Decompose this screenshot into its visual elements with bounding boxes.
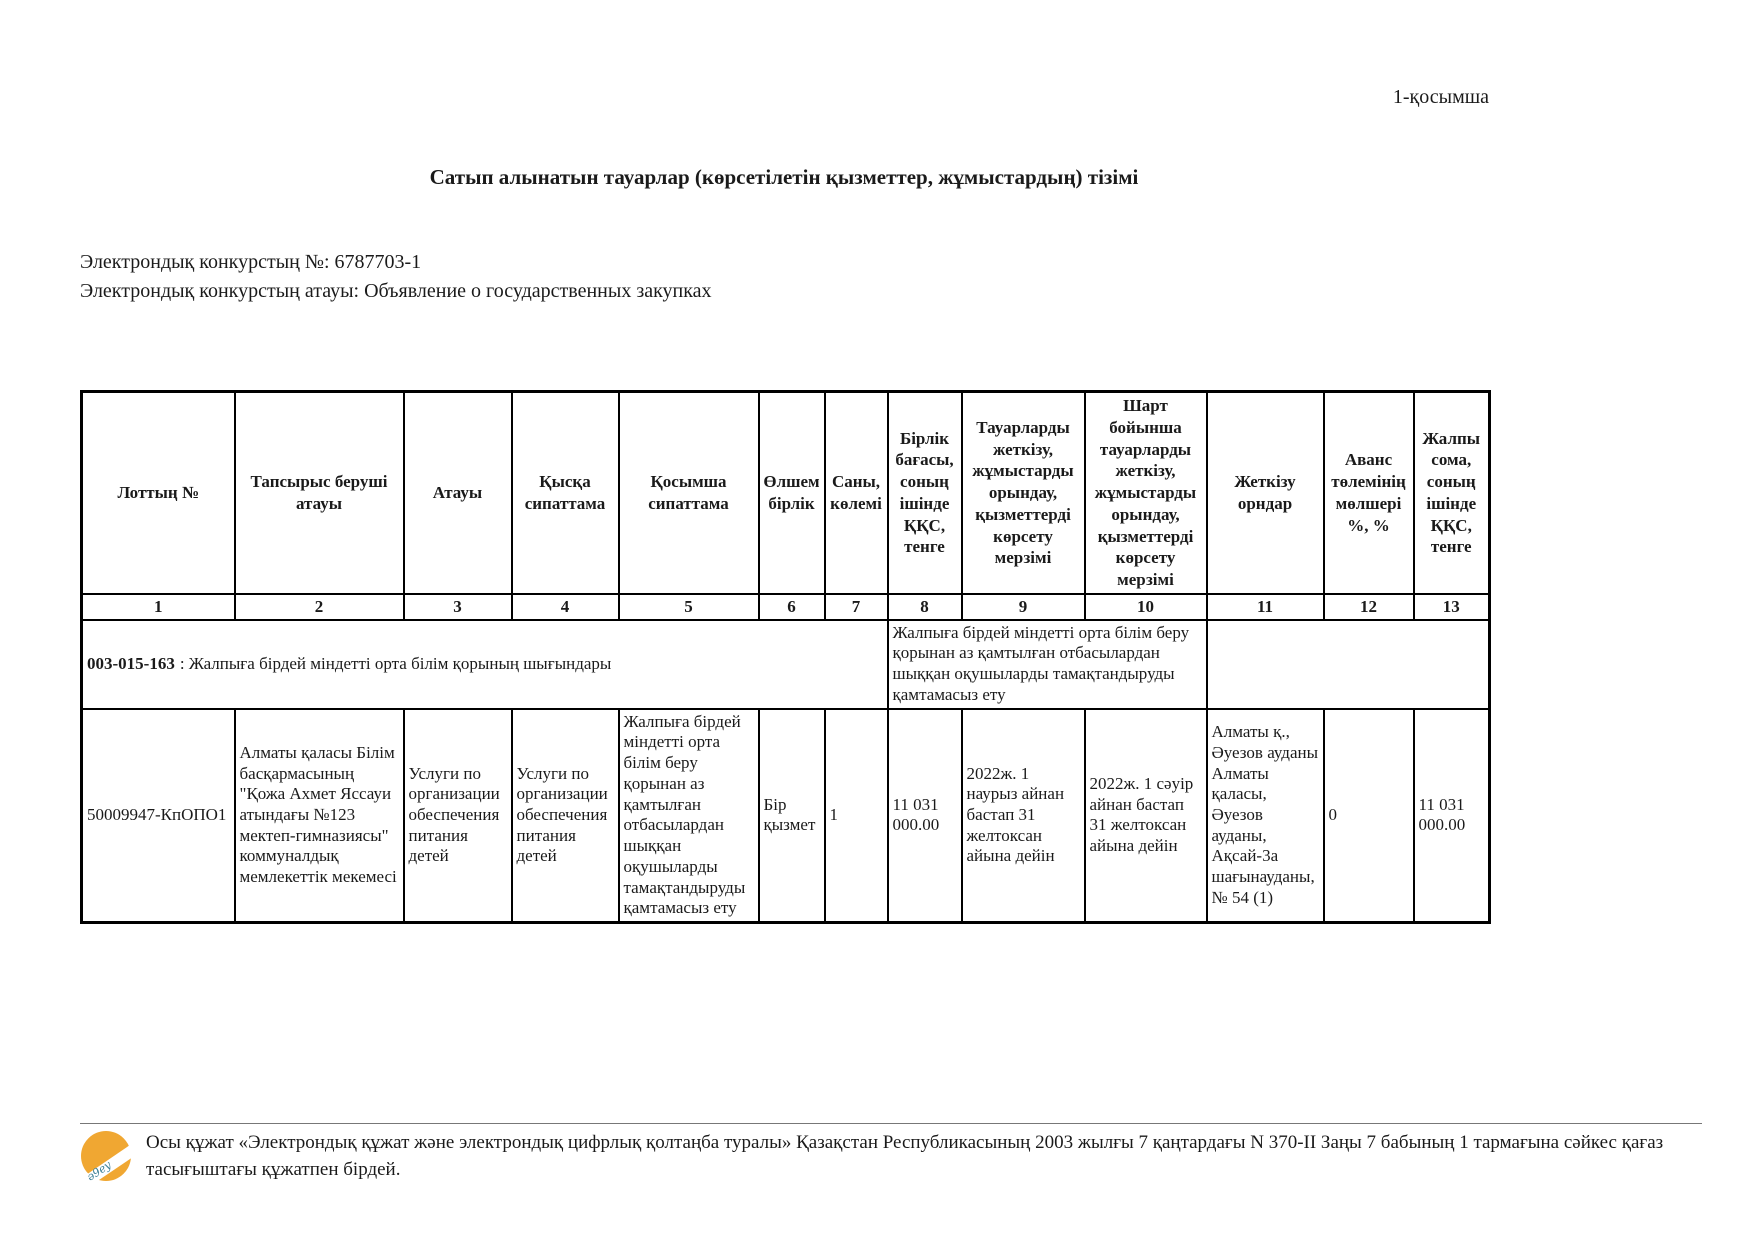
- procurement-table: [80, 390, 1491, 924]
- cell-contract-delivery-term: 2022ж. 1 сәуір айнан бастап 31 желтоксан айына дейін: [1085, 709, 1207, 923]
- cell-total-sum: 11 031 000.00: [1414, 709, 1490, 923]
- appendix-label: 1-қосымша: [1392, 86, 1489, 108]
- cell-lot-number: 50009947-КпОПО1: [82, 709, 235, 923]
- cell-delivery-place: Алматы қ., Әуезов ауданы Алматы қаласы, Әуезов ауданы, Ақсай-3а шағынауданы, № 54 (1): [1207, 709, 1324, 923]
- egov-signature-logo-icon: [80, 1129, 134, 1185]
- col-header-additional-description: Қосымша сипаттама: [619, 392, 759, 594]
- cell-advance-payment: 0: [1324, 709, 1414, 923]
- section-note-cell: Жалпыға бірдей міндетті орта білім беру қорынан аз қамтылған отбасылардан шыққан оқушыларды тамақтандыруды қамтамасыз ету: [888, 620, 1207, 709]
- col-header-lot-number: Лоттың №: [82, 392, 235, 594]
- col-number-1: 1: [82, 594, 235, 620]
- col-number-12: 12: [1324, 594, 1414, 620]
- col-header-advance-payment: Аванс төлемінің мөлшері %, %: [1324, 392, 1414, 594]
- col-number-7: 7: [825, 594, 888, 620]
- section-empty-cell: [1207, 620, 1490, 709]
- procurement-table-wrapper: [80, 390, 1491, 924]
- svg-text:ә9еу: ә9еу: [84, 1158, 114, 1184]
- cell-unit-price: 11 031 000.00: [888, 709, 962, 923]
- col-header-delivery-term: Тауарларды жеткізу, жұмыстарды орындау, қызметтерді көрсету мерзімі: [962, 392, 1085, 594]
- contest-name-line: Электрондық конкурстың атауы: Объявление о государственных закупках: [80, 280, 712, 302]
- cell-unit: Бір қызмет: [759, 709, 825, 923]
- col-header-unit: Өлшем бірлік: [759, 392, 825, 594]
- column-numbers-row: [82, 594, 1490, 620]
- cell-additional-description: Жалпыға бірдей міндетті орта білім беру қорынан аз қамтылған отбасылардан шыққан оқушыларды тамақтандыруды қамтамасыз ету: [619, 709, 759, 923]
- col-header-quantity: Саны, көлемі: [825, 392, 888, 594]
- col-header-delivery-place: Жеткізу орндар: [1207, 392, 1324, 594]
- col-header-contract-delivery-term: Шарт бойынша тауарларды жеткізу, жұмыстарды орындау, қызметтерді көрсету мерзімі: [1085, 392, 1207, 594]
- col-number-8: 8: [888, 594, 962, 620]
- section-code: 003-015-163: [87, 653, 175, 673]
- contest-info: [80, 248, 712, 306]
- col-header-short-description: Қысқа сипаттама: [512, 392, 619, 594]
- col-header-name: Атауы: [404, 392, 512, 594]
- cell-name: Услуги по организации обеспечения питания детей: [404, 709, 512, 923]
- section-row: [82, 620, 1490, 709]
- cell-quantity: 1: [825, 709, 888, 923]
- col-header-customer: Тапсырыс беруші атауы: [235, 392, 404, 594]
- col-number-3: 3: [404, 594, 512, 620]
- col-number-5: 5: [619, 594, 759, 620]
- col-number-9: 9: [962, 594, 1085, 620]
- page-title: Сатып алынатын тауарлар (көрсетілетін қызметтер, жұмыстардың) тізімі: [429, 165, 1139, 189]
- col-header-unit-price: Бірлік бағасы, соның ішінде ҚҚС, тенге: [888, 392, 962, 594]
- legal-note: Осы құжат «Электрондық құжат және электрондық цифрлық қолтаңба туралы» Қазақстан Республикасының 2003 жылғы 7 қаңтардағы N 370-II Заңы 7 бабының 1 тармағына сәйкес қағаз тасығыштағы құжатпен бірдей.: [146, 1132, 1664, 1180]
- table-header-row: [82, 392, 1490, 594]
- table-row: [82, 709, 1490, 923]
- section-title-cell: [82, 620, 888, 709]
- col-header-total-sum: Жалпы сома, соның ішінде ҚҚС, тенге: [1414, 392, 1490, 594]
- section-label: : Жалпыға бірдей міндетті орта білім қорының шығындары: [179, 653, 612, 673]
- col-number-4: 4: [512, 594, 619, 620]
- col-number-13: 13: [1414, 594, 1490, 620]
- cell-customer: Алматы қаласы Білім басқармасының "Қожа Ахмет Яссауи атындағы №123 мектеп-гимназиясы" коммуналдық мемлекеттік мекемесі: [235, 709, 404, 923]
- col-number-2: 2: [235, 594, 404, 620]
- col-number-10: 10: [1085, 594, 1207, 620]
- col-number-11: 11: [1207, 594, 1324, 620]
- contest-number-line: Электрондық конкурстың №: 6787703-1: [80, 251, 422, 273]
- cell-delivery-term: 2022ж. 1 наурыз айнан бастап 31 желтоксан айына дейін: [962, 709, 1085, 923]
- signature-footer: [80, 1123, 1702, 1185]
- cell-short-description: Услуги по организации обеспечения питания детей: [512, 709, 619, 923]
- col-number-6: 6: [759, 594, 825, 620]
